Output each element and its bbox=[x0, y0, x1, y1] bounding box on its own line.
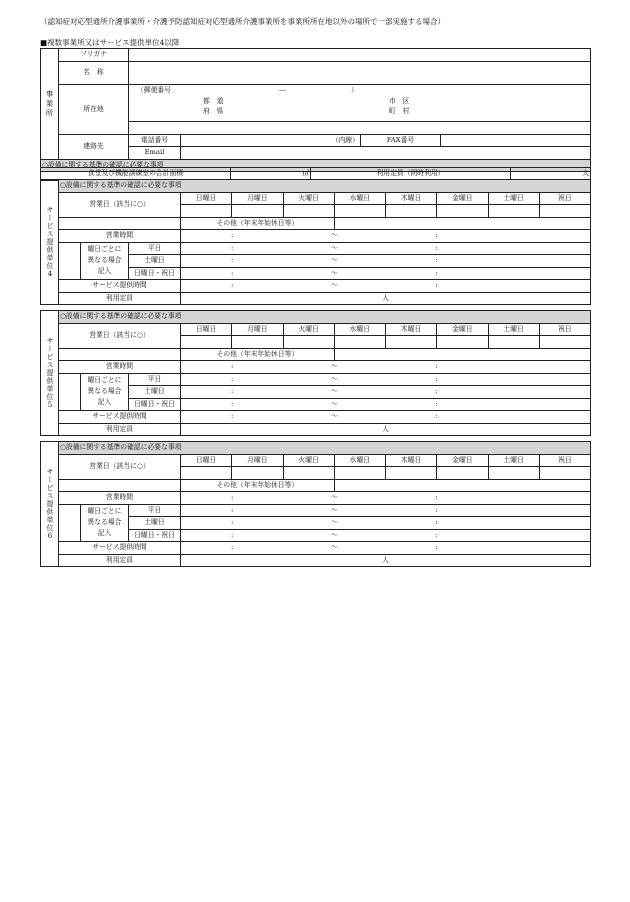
day-mark-input[interactable] bbox=[283, 467, 334, 480]
address-label: 所在地 bbox=[59, 84, 129, 134]
sqm-unit: ㎡ bbox=[302, 169, 309, 178]
day-mark-input[interactable] bbox=[334, 205, 385, 218]
weekday-hours-end[interactable] bbox=[386, 374, 488, 386]
fu-ken-label: 府 県 bbox=[203, 106, 224, 115]
day-mark-input[interactable] bbox=[232, 336, 283, 349]
colon: : bbox=[435, 243, 438, 252]
furigana-input[interactable] bbox=[129, 49, 591, 62]
colon: : bbox=[435, 374, 438, 383]
colon: : bbox=[435, 399, 438, 408]
tilde: ～ bbox=[330, 530, 338, 539]
day-header: 水曜日 bbox=[334, 454, 385, 467]
sun-holiday-hours-start[interactable] bbox=[181, 530, 283, 542]
per-day-line1: 曜日ごとに bbox=[87, 507, 122, 516]
weekday-hours-start[interactable] bbox=[181, 243, 283, 255]
business-hours-start[interactable] bbox=[181, 361, 283, 373]
tilde: ～ bbox=[330, 493, 338, 502]
day-header: 水曜日 bbox=[334, 192, 385, 205]
weekday-hours-start[interactable] bbox=[181, 374, 283, 386]
day-header: 木曜日 bbox=[386, 192, 437, 205]
colon: : bbox=[435, 231, 438, 240]
day-mark-input[interactable] bbox=[437, 467, 488, 480]
saturday-hours-start[interactable] bbox=[181, 517, 283, 529]
tilde: ～ bbox=[330, 543, 338, 552]
header-note: （認知症対応型通所介護事業所・介護予防認知症対応型通所介護事業所を事業所所在地以外の場所で一部実施する場合） bbox=[40, 17, 445, 26]
business-hours-label: 営業時間 bbox=[59, 492, 181, 505]
tilde: ～ bbox=[330, 268, 338, 277]
postal-close: ） bbox=[351, 85, 358, 94]
colon: : bbox=[435, 281, 438, 290]
facility-header: ○設備に関する基準の確認に必要な事項 bbox=[41, 159, 591, 172]
weekday-hours-tilde bbox=[283, 374, 385, 386]
business-hours-start[interactable] bbox=[181, 230, 283, 242]
fax-input[interactable] bbox=[441, 134, 591, 147]
person-unit: 人 bbox=[582, 169, 589, 178]
phone-label: 電話番号 bbox=[129, 134, 181, 147]
weekday-label: 平日 bbox=[129, 373, 181, 386]
day-header: 土曜日 bbox=[488, 454, 539, 467]
business-hours-pad[interactable] bbox=[488, 230, 590, 242]
day-header: 日曜日 bbox=[181, 323, 232, 336]
day-header: 金曜日 bbox=[437, 323, 488, 336]
day-header: 日曜日 bbox=[181, 454, 232, 467]
per-day-line2: 異なる場合 bbox=[87, 256, 122, 265]
day-header: 祝日 bbox=[539, 323, 590, 336]
business-hours-start[interactable] bbox=[181, 492, 283, 504]
service-hours-tilde bbox=[283, 411, 385, 423]
tilde: ～ bbox=[330, 231, 338, 240]
business-days-label: 営業日（該当に○） bbox=[59, 454, 181, 479]
colon: : bbox=[435, 387, 438, 396]
saturday-hours-tilde bbox=[283, 255, 385, 267]
day-mark-input[interactable] bbox=[386, 467, 437, 480]
tilde: ～ bbox=[330, 505, 338, 514]
service-hours-tilde bbox=[283, 280, 385, 292]
colon: : bbox=[435, 268, 438, 277]
day-mark-input[interactable] bbox=[232, 467, 283, 480]
weekday-hours-tilde bbox=[283, 505, 385, 517]
other-label: その他（年末年始休日等） bbox=[181, 217, 335, 230]
colon: : bbox=[230, 505, 234, 514]
per-day-line1: 曜日ごとに bbox=[87, 376, 122, 385]
saturday-label: 土曜日 bbox=[129, 517, 181, 530]
postal-label: （郵便番号 bbox=[137, 85, 171, 94]
day-header: 火曜日 bbox=[283, 323, 334, 336]
weekday-hours-pad[interactable] bbox=[488, 374, 590, 386]
colon: : bbox=[435, 543, 438, 552]
day-mark-input[interactable] bbox=[181, 467, 232, 480]
business-hours-label: 営業時間 bbox=[59, 361, 181, 374]
section-title: ■複数事業所又はサービス提供単位4以降 bbox=[40, 38, 180, 47]
per-day-line1: 曜日ごとに bbox=[87, 245, 122, 254]
saturday-hours-end[interactable] bbox=[386, 386, 488, 398]
service-hours-pad[interactable] bbox=[488, 542, 590, 554]
phone-input[interactable] bbox=[181, 134, 361, 147]
colon: : bbox=[230, 412, 234, 421]
other-input[interactable] bbox=[334, 348, 590, 361]
name-input[interactable] bbox=[129, 61, 591, 84]
colon: : bbox=[230, 281, 234, 290]
business-hours-tilde bbox=[283, 492, 385, 504]
day-mark-input[interactable] bbox=[437, 336, 488, 349]
unit-facility-header: ○設備に関する基準の確認に必要な事項 bbox=[59, 311, 591, 324]
per-day-spacer bbox=[59, 504, 81, 542]
day-header: 日曜日 bbox=[181, 192, 232, 205]
weekday-hours-end[interactable] bbox=[386, 505, 488, 517]
other-label: その他（年末年始休日等） bbox=[181, 348, 335, 361]
service-hours-start[interactable] bbox=[181, 280, 283, 292]
saturday-hours-tilde bbox=[283, 386, 385, 398]
per-day-label bbox=[81, 504, 129, 542]
colon: : bbox=[230, 387, 234, 396]
day-header: 金曜日 bbox=[437, 192, 488, 205]
day-mark-input[interactable] bbox=[232, 205, 283, 218]
sun-holiday-hours-pad[interactable] bbox=[488, 530, 590, 542]
postal-dash: ― bbox=[279, 85, 286, 94]
day-header: 月曜日 bbox=[232, 454, 283, 467]
business-days-label: 営業日（該当に○） bbox=[59, 192, 181, 217]
capacity-input[interactable] bbox=[181, 423, 591, 436]
per-day-line3: 記入 bbox=[97, 398, 112, 407]
per-day-label bbox=[81, 242, 129, 280]
colon: : bbox=[435, 412, 438, 421]
capacity-unit: 人 bbox=[382, 293, 389, 302]
colon: : bbox=[230, 530, 234, 539]
day-mark-input[interactable] bbox=[334, 467, 385, 480]
cho-son-label: 町 村 bbox=[389, 106, 410, 115]
business-days-label: 営業日（該当に○） bbox=[59, 323, 181, 348]
sun-holiday-label: 日曜日・祝日 bbox=[129, 398, 181, 411]
weekday-hours-pad[interactable] bbox=[488, 243, 590, 255]
business-days-other-spacer bbox=[59, 348, 181, 361]
per-day-spacer bbox=[59, 242, 81, 280]
weekday-label: 平日 bbox=[129, 504, 181, 517]
saturday-hours-pad[interactable] bbox=[488, 517, 590, 529]
office-label: 事業所 bbox=[41, 49, 59, 160]
colon: : bbox=[435, 493, 438, 502]
business-hours-end[interactable] bbox=[386, 361, 488, 373]
service-hours-tilde bbox=[283, 542, 385, 554]
colon: : bbox=[230, 518, 234, 527]
day-header: 木曜日 bbox=[386, 454, 437, 467]
unit-table bbox=[40, 441, 591, 567]
colon: : bbox=[435, 505, 438, 514]
extension-label: （内線） bbox=[331, 135, 359, 144]
saturday-hours-pad[interactable] bbox=[488, 386, 590, 398]
service-hours-end[interactable] bbox=[386, 411, 488, 423]
capacity-input[interactable] bbox=[181, 292, 591, 305]
unit-label: サービス提供単位4 bbox=[41, 180, 59, 305]
unit-label: サービス提供単位5 bbox=[41, 311, 59, 436]
day-header: 祝日 bbox=[539, 454, 590, 467]
sun-holiday-hours-end[interactable] bbox=[386, 530, 488, 542]
day-header: 金曜日 bbox=[437, 454, 488, 467]
other-input[interactable] bbox=[334, 217, 590, 230]
sun-holiday-hours-start[interactable] bbox=[181, 399, 283, 411]
colon: : bbox=[230, 362, 234, 371]
weekday-label: 平日 bbox=[129, 242, 181, 255]
day-header: 月曜日 bbox=[232, 192, 283, 205]
dining-area-label: 食堂及び機能訓練室の合計面積 bbox=[41, 168, 231, 181]
per-day-spacer bbox=[59, 373, 81, 411]
colon: : bbox=[435, 530, 438, 539]
tilde: ～ bbox=[330, 399, 338, 408]
sun-holiday-hours-start[interactable] bbox=[181, 268, 283, 280]
service-hours-pad[interactable] bbox=[488, 411, 590, 423]
weekday-hours-pad[interactable] bbox=[488, 505, 590, 517]
service-hours-label: サービス提供時間 bbox=[59, 411, 181, 424]
tilde: ～ bbox=[330, 374, 338, 383]
service-hours-end[interactable] bbox=[386, 542, 488, 554]
sun-holiday-hours-tilde bbox=[283, 268, 385, 280]
day-mark-input[interactable] bbox=[488, 467, 539, 480]
colon: : bbox=[230, 256, 234, 265]
business-hours-tilde bbox=[283, 361, 385, 373]
colon: : bbox=[230, 543, 234, 552]
saturday-hours-tilde bbox=[283, 517, 385, 529]
sun-holiday-label: 日曜日・祝日 bbox=[129, 267, 181, 280]
saturday-hours-pad[interactable] bbox=[488, 255, 590, 267]
day-mark-input[interactable] bbox=[488, 336, 539, 349]
email-label: Email bbox=[129, 147, 181, 160]
day-mark-input[interactable] bbox=[539, 467, 590, 480]
colon: : bbox=[230, 243, 234, 252]
service-hours-start[interactable] bbox=[181, 542, 283, 554]
day-mark-input[interactable] bbox=[181, 205, 232, 218]
capacity-label: 利用定員 bbox=[59, 423, 181, 436]
contact-label: 連絡先 bbox=[59, 134, 129, 159]
other-input[interactable] bbox=[334, 479, 590, 492]
capacity-unit: 人 bbox=[382, 424, 389, 433]
name-label: 名 称 bbox=[59, 61, 129, 84]
colon: : bbox=[230, 399, 234, 408]
unit-table bbox=[40, 179, 591, 305]
capacity-label: 利用定員 bbox=[59, 554, 181, 567]
sun-holiday-hours-pad[interactable] bbox=[488, 399, 590, 411]
day-mark-input[interactable] bbox=[181, 336, 232, 349]
day-header: 火曜日 bbox=[283, 192, 334, 205]
sun-holiday-hours-end[interactable] bbox=[386, 268, 488, 280]
capacity-input[interactable] bbox=[181, 554, 591, 567]
day-mark-input[interactable] bbox=[386, 205, 437, 218]
colon: : bbox=[435, 256, 438, 265]
tilde: ～ bbox=[330, 412, 338, 421]
business-hours-pad[interactable] bbox=[488, 361, 590, 373]
sun-holiday-hours-pad[interactable] bbox=[488, 268, 590, 280]
colon: : bbox=[230, 374, 234, 383]
day-header: 月曜日 bbox=[232, 323, 283, 336]
other-label: その他（年末年始休日等） bbox=[181, 479, 335, 492]
day-mark-input[interactable] bbox=[283, 336, 334, 349]
shi-ku-label: 市 区 bbox=[389, 96, 410, 105]
business-days-other-spacer bbox=[59, 217, 181, 230]
business-hours-end[interactable] bbox=[386, 230, 488, 242]
furigana-label: フリガナ bbox=[59, 49, 129, 62]
office-table bbox=[40, 48, 591, 172]
colon: : bbox=[230, 268, 234, 277]
service-hours-label: サービス提供時間 bbox=[59, 280, 181, 293]
day-header: 土曜日 bbox=[488, 192, 539, 205]
colon: : bbox=[435, 362, 438, 371]
business-days-other-spacer bbox=[59, 479, 181, 492]
per-day-line2: 異なる場合 bbox=[87, 518, 122, 527]
colon: : bbox=[230, 231, 234, 240]
saturday-hours-end[interactable] bbox=[386, 255, 488, 267]
tilde: ～ bbox=[330, 387, 338, 396]
saturday-hours-end[interactable] bbox=[386, 517, 488, 529]
day-header: 火曜日 bbox=[283, 454, 334, 467]
per-day-line3: 記入 bbox=[97, 529, 112, 538]
tilde: ～ bbox=[330, 256, 338, 265]
saturday-hours-start[interactable] bbox=[181, 386, 283, 398]
day-header: 土曜日 bbox=[488, 323, 539, 336]
day-mark-input[interactable] bbox=[437, 205, 488, 218]
capacity-unit: 人 bbox=[382, 555, 389, 564]
colon: : bbox=[230, 493, 234, 502]
service-hours-pad[interactable] bbox=[488, 280, 590, 292]
to-do-label: 都 道 bbox=[203, 96, 224, 105]
weekday-hours-tilde bbox=[283, 243, 385, 255]
unit-facility-header: ○設備に関する基準の確認に必要な事項 bbox=[59, 442, 591, 455]
day-mark-input[interactable] bbox=[539, 336, 590, 349]
fax-label: FAX番号 bbox=[361, 134, 441, 147]
tilde: ～ bbox=[330, 243, 338, 252]
day-header: 祝日 bbox=[539, 192, 590, 205]
day-header: 木曜日 bbox=[386, 323, 437, 336]
per-day-line2: 異なる場合 bbox=[87, 387, 122, 396]
unit-label: サービス提供単位6 bbox=[41, 442, 59, 567]
weekday-hours-end[interactable] bbox=[386, 243, 488, 255]
tilde: ～ bbox=[330, 281, 338, 290]
service-hours-label: サービス提供時間 bbox=[59, 542, 181, 555]
capacity-shared-label: 利用定員（同時利用） bbox=[311, 168, 511, 181]
unit-facility-header: ○設備に関する基準の確認に必要な事項 bbox=[59, 180, 591, 193]
day-header: 水曜日 bbox=[334, 323, 385, 336]
day-mark-input[interactable] bbox=[334, 336, 385, 349]
sun-holiday-hours-tilde bbox=[283, 530, 385, 542]
sun-holiday-label: 日曜日・祝日 bbox=[129, 529, 181, 542]
service-hours-start[interactable] bbox=[181, 411, 283, 423]
colon: : bbox=[435, 518, 438, 527]
unit-table bbox=[40, 310, 591, 436]
email-input[interactable] bbox=[181, 147, 591, 160]
day-mark-input[interactable] bbox=[488, 205, 539, 218]
saturday-label: 土曜日 bbox=[129, 386, 181, 399]
capacity-label: 利用定員 bbox=[59, 292, 181, 305]
per-day-label bbox=[81, 373, 129, 411]
tilde: ～ bbox=[330, 362, 338, 371]
business-hours-label: 営業時間 bbox=[59, 230, 181, 243]
saturday-label: 土曜日 bbox=[129, 255, 181, 268]
business-hours-tilde bbox=[283, 230, 385, 242]
address-input[interactable] bbox=[129, 84, 591, 121]
sun-holiday-hours-tilde bbox=[283, 399, 385, 411]
saturday-hours-start[interactable] bbox=[181, 255, 283, 267]
weekday-hours-start[interactable] bbox=[181, 505, 283, 517]
business-hours-pad[interactable] bbox=[488, 492, 590, 504]
per-day-line3: 記入 bbox=[97, 267, 112, 276]
day-mark-input[interactable] bbox=[283, 205, 334, 218]
day-mark-input[interactable] bbox=[386, 336, 437, 349]
day-mark-input[interactable] bbox=[539, 205, 590, 218]
service-hours-end[interactable] bbox=[386, 280, 488, 292]
business-hours-end[interactable] bbox=[386, 492, 488, 504]
tilde: ～ bbox=[330, 518, 338, 527]
sun-holiday-hours-end[interactable] bbox=[386, 399, 488, 411]
